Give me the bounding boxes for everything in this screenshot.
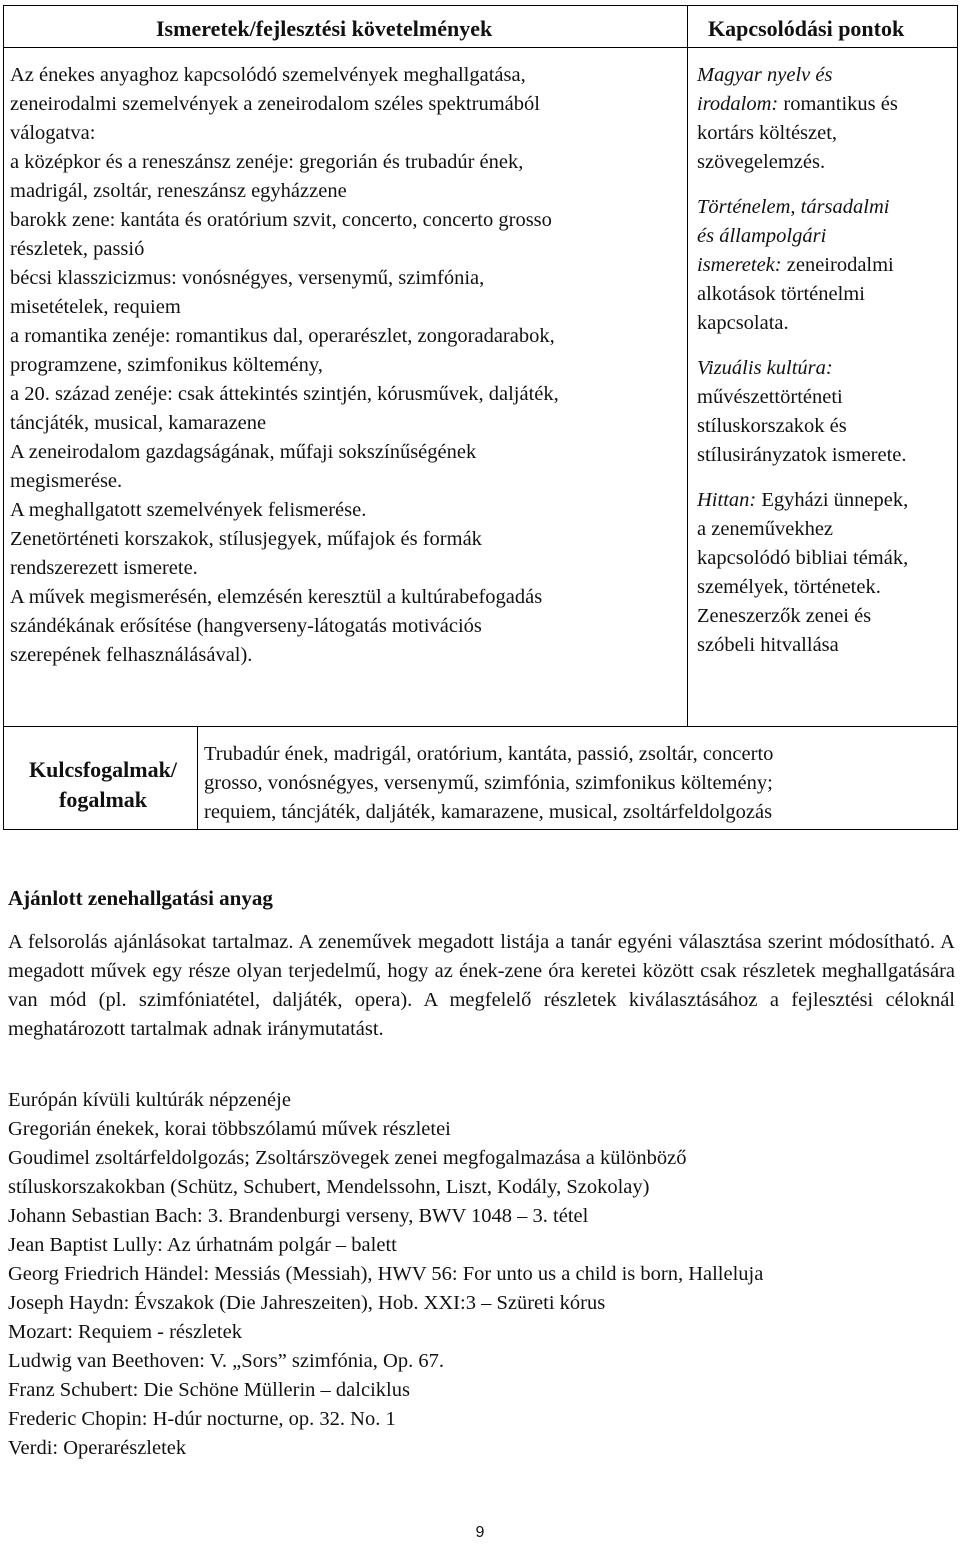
requirement-line: megismerése. <box>10 470 123 492</box>
connection-text: személyek, történetek. <box>697 576 881 598</box>
requirement-line: A meghallgatott szemelvények felismerése. <box>10 499 367 521</box>
connection-text: kapcsolata. <box>697 312 789 334</box>
connection-text: kortárs költészet, <box>697 122 838 144</box>
connections-column <box>697 61 959 660</box>
page-number: 9 <box>475 1524 485 1541</box>
table-header-left: Ismeretek/fejlesztési követelmények <box>156 16 493 41</box>
connection-text: alkotások történelmi <box>697 283 865 305</box>
list-item: Jean Baptist Lully: Az úrhatnám polgár – balett <box>8 1234 397 1256</box>
connection-text: zeneirodalmi <box>781 254 894 276</box>
requirement-line: misetételek, requiem <box>10 296 181 318</box>
list-item: Georg Friedrich Händel: Messiás (Messiah), HWV 56: For unto us a child is born, Halleluja <box>8 1263 764 1285</box>
key-concepts-text <box>204 740 954 827</box>
requirement-line: a 20. század zenéje: csak áttekintés szintjén, kórusművek, daljáték, <box>10 383 559 405</box>
requirement-line: szerepének felhasználásával). <box>10 644 253 666</box>
connection-text: Egyházi ünnepek, <box>756 489 909 511</box>
list-item: Joseph Haydn: Évszakok (Die Jahreszeiten), Hob. XXI:3 – Szüreti kórus <box>8 1292 606 1314</box>
intro-paragraph: A felsorolás ajánlásokat tartalmaz. A zeneművek megadott listája a tanár egyéni választása szerint módosítható. A megadott művek egy része olyan terjedelmű, hogy az ének-zene óra keretei között csak részletek meghallgatására van mód (pl. szimfóniatétel, daljáték, opera). A megfelelő részletek kiválasztásához a fejlesztési céloknál meghatározott tartalmak adnak iránymutatást. <box>8 931 955 1040</box>
subject-name: ismeretek: <box>697 254 782 276</box>
subject-name: Magyar nyelv és <box>697 64 833 86</box>
listening-list <box>8 1086 955 1463</box>
key-concepts-line: requiem, táncjáték, daljáték, kamarazene, musical, zsoltárfeldolgozás <box>204 801 773 823</box>
table-column-divider <box>687 5 688 727</box>
table-header-divider <box>3 47 958 48</box>
requirement-line: táncjáték, musical, kamarazene <box>10 412 267 434</box>
connection-magyar <box>697 61 959 177</box>
requirement-line: részletek, passió <box>10 238 145 260</box>
subject-name: Vizuális kultúra: <box>697 357 833 379</box>
requirement-line: madrigál, zsoltár, reneszánsz egyházzene <box>10 180 347 202</box>
list-item: Franz Schubert: Die Schöne Müllerin – dalciklus <box>8 1379 410 1401</box>
list-item: Ludwig van Beethoven: V. „Sors” szimfónia, Op. 67. <box>8 1350 444 1372</box>
requirement-line: Zenetörténeti korszakok, stílusjegyek, műfajok és formák <box>10 528 482 550</box>
connection-text: Zeneszerzők zenei és <box>697 605 872 627</box>
key-concepts-label <box>8 755 198 815</box>
connection-vizualis <box>697 354 959 470</box>
requirement-line: a középkor és a reneszánsz zenéje: gregorián és trubadúr ének, <box>10 151 524 173</box>
requirement-line: Az énekes anyaghoz kapcsolódó szemelvények meghallgatása, <box>10 64 526 86</box>
connection-tortenelem <box>697 193 959 338</box>
subject-name: irodalom: <box>697 93 779 115</box>
subject-name: és állampolgári <box>697 225 827 247</box>
requirement-line: a romantika zenéje: romantikus dal, operarészlet, zongoradarabok, <box>10 325 555 347</box>
list-item: Goudimel zsoltárfeldolgozás; Zsoltárszövegek zenei megfogalmazása a különböző <box>8 1147 687 1169</box>
connection-text: kapcsolódó bibliai témák, <box>697 547 909 569</box>
list-item: Frederic Chopin: H-dúr nocturne, op. 32. No. 1 <box>8 1408 396 1430</box>
key-concepts-label-line: Kulcsfogalmak/ <box>29 757 177 782</box>
key-concepts-label-line: fogalmak <box>59 787 147 812</box>
list-item: Johann Sebastian Bach: 3. Brandenburgi verseny, BWV 1048 – 3. tétel <box>8 1205 589 1227</box>
subject-name: Hittan: <box>697 489 757 511</box>
requirements-column <box>10 61 686 670</box>
requirement-line: bécsi klasszicizmus: vonósnégyes, versenymű, szimfónia, <box>10 267 485 289</box>
connection-text: szövegelemzés. <box>697 151 826 173</box>
subject-name: Történelem, társadalmi <box>697 196 890 218</box>
list-item: Mozart: Requiem - részletek <box>8 1321 242 1343</box>
requirement-line: programzene, szimfonikus költemény, <box>10 354 323 376</box>
connection-text: romantikus és <box>778 93 898 115</box>
key-concepts-line: grosso, vonósnégyes, versenymű, szimfónia, szimfonikus költemény; <box>204 772 773 794</box>
list-item: Európán kívüli kultúrák népzenéje <box>8 1089 291 1111</box>
key-concepts-line: Trubadúr ének, madrigál, oratórium, kantáta, passió, zsoltár, concerto <box>204 743 774 765</box>
requirement-line: válogatva: <box>10 122 96 144</box>
list-item: stíluskorszakokban (Schütz, Schubert, Mendelssohn, Liszt, Kodály, Szokolay) <box>8 1176 650 1198</box>
section-title: Ajánlott zenehallgatási anyag <box>8 886 273 910</box>
requirement-line: rendszerezett ismerete. <box>10 557 198 579</box>
connection-text: stílusirányzatok ismerete. <box>697 444 907 466</box>
connection-text: művészettörténeti <box>697 386 843 408</box>
connection-text: stíluskorszakok és <box>697 415 847 437</box>
connection-hittan <box>697 486 959 660</box>
requirement-line: szándékának erősítése (hangverseny-látogatás motivációs <box>10 615 482 637</box>
requirement-line: A zeneirodalom gazdagságának, műfaji sokszínűségének <box>10 441 477 463</box>
requirement-line: A művek megismerésén, elemzésén keresztül a kultúrabefogadás <box>10 586 543 608</box>
requirement-line: zeneirodalmi szemelvények a zeneirodalom széles spektrumából <box>10 93 540 115</box>
requirement-line: barokk zene: kantáta és oratórium szvit, concerto, concerto grosso <box>10 209 552 231</box>
connection-text: szóbeli hitvallása <box>697 634 839 656</box>
table-header-right: Kapcsolódási pontok <box>708 16 905 41</box>
list-item: Verdi: Operarészletek <box>8 1437 187 1459</box>
connection-text: a zeneművekhez <box>697 518 834 540</box>
list-item: Gregorián énekek, korai többszólamú művek részletei <box>8 1118 451 1140</box>
